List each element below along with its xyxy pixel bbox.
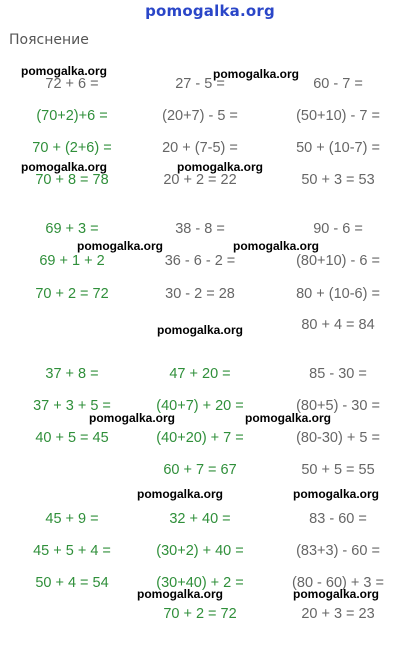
section-title: Пояснение xyxy=(9,32,89,48)
expression: 50 + (10-7) = xyxy=(296,140,380,156)
expression: (80+10) - 6 = xyxy=(296,253,380,269)
expression: 50 + 5 = 55 xyxy=(301,462,375,478)
expression: (83+3) - 60 = xyxy=(296,543,380,559)
expression: (40+7) + 20 = xyxy=(156,398,244,414)
expression: (80 - 60) + 3 = xyxy=(292,575,384,591)
watermark: pomogalka.org xyxy=(156,323,244,337)
watermark: pomogalka.org xyxy=(244,411,332,425)
expression: 37 + 3 + 5 = xyxy=(33,398,111,414)
watermark: pomogalka.org xyxy=(292,587,380,601)
watermark: pomogalka.org xyxy=(292,487,380,501)
expression: 20 + (7-5) = xyxy=(162,140,238,156)
expression: 45 + 9 = xyxy=(45,511,99,527)
expression: 72 + 6 = xyxy=(45,76,99,92)
expression: 36 - 6 - 2 = xyxy=(164,253,236,269)
expression: 70 + 8 = 78 xyxy=(35,172,109,188)
expression: 90 - 6 = xyxy=(313,221,363,237)
expression: 69 + 1 + 2 xyxy=(39,253,105,269)
expression: 20 + 3 = 23 xyxy=(301,606,375,622)
expression: 27 - 5 = xyxy=(175,76,225,92)
expression: 37 + 8 = xyxy=(45,366,99,382)
expression: 45 + 5 + 4 = xyxy=(33,543,111,559)
expression: 60 - 7 = xyxy=(313,76,363,92)
expression: 47 + 20 = xyxy=(169,366,231,382)
expression: (30+2) + 40 = xyxy=(156,543,244,559)
expression: 80 + 4 = 84 xyxy=(301,317,375,333)
watermark: pomogalka.org xyxy=(20,64,108,78)
watermark: pomogalka.org xyxy=(232,239,320,253)
site-header: pomogalka.org xyxy=(145,2,275,20)
watermark: pomogalka.org xyxy=(76,239,164,253)
watermark: pomogalka.org xyxy=(212,67,300,81)
expression: 50 + 4 = 54 xyxy=(35,575,109,591)
expression: (80+5) - 30 = xyxy=(296,398,380,414)
expression: 30 - 2 = 28 xyxy=(165,286,235,302)
expression: (80-30) + 5 = xyxy=(296,430,380,446)
expression: 38 - 8 = xyxy=(175,221,225,237)
expression: 70 + 2 = 72 xyxy=(35,286,109,302)
expression: 50 + 3 = 53 xyxy=(301,172,375,188)
expression: 32 + 40 = xyxy=(169,511,231,527)
watermark: pomogalka.org xyxy=(136,487,224,501)
watermark: pomogalka.org xyxy=(136,587,224,601)
expression: (40+20) + 7 = xyxy=(156,430,244,446)
expression: (70+2)+6 = xyxy=(36,108,108,124)
expression: 69 + 3 = xyxy=(45,221,99,237)
expression: 60 + 7 = 67 xyxy=(163,462,237,478)
expression: 70 + (2+6) = xyxy=(32,140,112,156)
expression: 40 + 5 = 45 xyxy=(35,430,109,446)
expression: 20 + 2 = 22 xyxy=(163,172,237,188)
expression: 83 - 60 = xyxy=(309,511,367,527)
expression: 85 - 30 = xyxy=(309,366,367,382)
expression: (20+7) - 5 = xyxy=(162,108,238,124)
watermark: pomogalka.org xyxy=(20,160,108,174)
watermark: pomogalka.org xyxy=(176,160,264,174)
expression: (30+40) + 2 = xyxy=(156,575,244,591)
expression: 80 + (10-6) = xyxy=(296,286,380,302)
expression: (50+10) - 7 = xyxy=(296,108,380,124)
expression: 70 + 2 = 72 xyxy=(163,606,237,622)
watermark: pomogalka.org xyxy=(88,411,176,425)
